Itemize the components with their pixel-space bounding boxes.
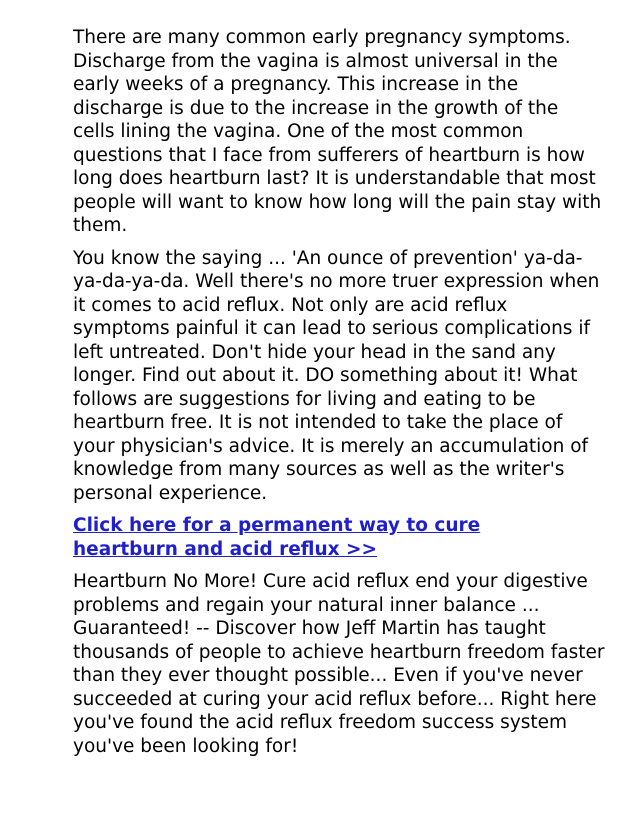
cure-link-line-1: Click here for a permanent way to cure bbox=[73, 515, 481, 536]
paragraph-prevention: You know the saying ... 'An ounce of prevention' ya-da-ya-da-ya-da. Well there's no more truer expression when it comes to acid reflux. Not only are acid reflux symptoms painful it can lead to serious complications if left untreated. Don't hide your head in the sand any longer. Find out about it. DO something about it! What follows are suggestions for living and eating to be heartburn free. It is not intended to take the place of your physician's advice. It is merely an accumulation of knowledge from many sources as well as the writer's personal experience. bbox=[73, 247, 600, 504]
cure-heartburn-link[interactable] bbox=[73, 515, 480, 560]
paragraph-pregnancy-heartburn: There are many common early pregnancy symptoms. Discharge from the vagina is almost universal in the early weeks of a pregnancy. This increase in the discharge is due to the increase in the growth of the cells lining the vagina. One of the most common questions that I face from sufferers of heartburn is how long does heartburn last? It is understandable that most people will want to know how long will the pain stay with them. bbox=[73, 27, 602, 236]
document-body bbox=[73, 26, 605, 767]
paragraph-heartburn-no-more: Heartburn No More! Cure acid reflux end your digestive problems and regain your natural inner balance ... Guaranteed! -- Discover how Jeff Martin has taught thousands of people to achieve heartburn freedom faster than they ever thought possible... Even if you've never succeeded at curing your acid reflux before... Right here you've found the acid reflux freedom success system you've been looking for! bbox=[73, 571, 605, 757]
cure-link-line-2: heartburn and acid reflux >> bbox=[73, 538, 378, 560]
cure-link-paragraph bbox=[73, 514, 605, 561]
